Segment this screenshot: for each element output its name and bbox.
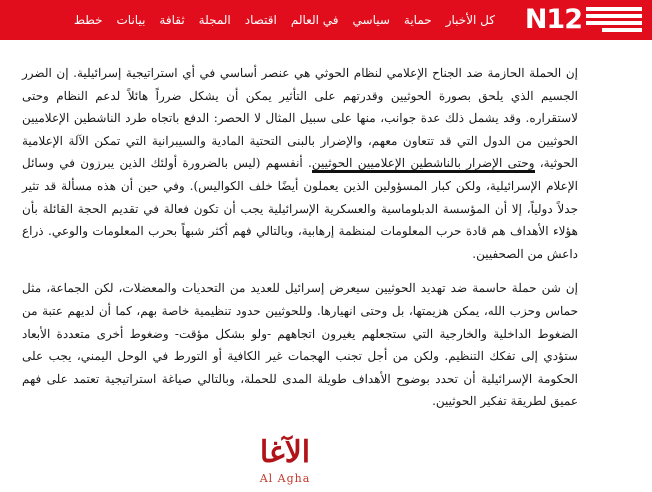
main-nav [0, 0, 502, 40]
top-navigation-bar [0, 0, 652, 40]
article-paragraph-2: إن شن حملة حاسمة ضد تهديد الحوثيين سيعرض إسرائيل للعديد من التحديات والمعضلات، لكن الجماعة، مثل حماس وحزب الله، يمكن هزيمتها، بل وحتى انهيارها. وللحوثيين حدود تنظيمية خاصة بهم، كما أن لديهم عتبة من الضغوط الداخلية والخارجية التي ستجعلهم يغيرون اتجاههم -ولو بشكل مؤقت- وضغوط أخرى متعددة الأبعاد ستؤدي إلى تفكك التنظيم. ولكن من أجل تجنب الهجمات غير الكافية أو التورط في الوحل اليمني، يجب على الحكومة الإسرائيلية أن تحدد بوضوح الأهداف طويلة المدى للحملة، وبالتالي صياغة استراتيجية تعتمد على فهم عميق لطريقة تفكير الحوثيين. [22, 281, 578, 409]
nav-item-all-news[interactable]: كل الأخبار [445, 13, 495, 27]
nav-item-magazine[interactable]: المجلة [198, 13, 231, 27]
paragraph-1-text-start: إن الحملة الحازمة ضد الجناح الإعلامي لنظام الحوثي هي عنصر أساسي في أي استراتيجية إسرائيلية. إن الضرر الجسيم الذي يلحق بصورة الحوثيين وقدرتهم على التأثير يمكن أن يشكل ضرراً هائلاً لدعم النظام وحتى لاستقراره. وقد يشمل ذلك عدة جوانب، منها على سبيل المثال لا الحصر: الدفع باتجاه طرد الناشطين الإعلاميين الحوثيين من الدول التي قد تتعاون معهم، والإضرار بالبنى التحتية المادية والسيبرانية التي تمكن الآلة الإعلامية الحوثية، [22, 66, 578, 171]
nav-item-culture[interactable]: ثقافة [159, 13, 185, 27]
nav-item-politics[interactable]: سياسي [352, 13, 390, 27]
watermark-arabic: الآغا [259, 435, 311, 470]
watermark-latin: Al Agha [259, 472, 311, 485]
paragraph-1-text-end: . أنفسهم (ليس بالضرورة أولئك الذين يبرزون في وسائل الإعلام الإسرائيلية، ولكن كبار المسؤولين الذين يعملون أيضًا خلف الكواليس). وفي حين أن هذه مسألة قد تثير جدلاً دولياً، إلا أن المؤسسة الدبلوماسية والعسكرية الإسرائيلية يجب أن تكون فعالة في تقديم الحجة القائلة بأن هؤلاء الأهداف هم قادة حرب المعلومات لمنظمة إرهابية، وبالتالي فهم أكثر شبهاً بحرب المعلومات والوعي. ذراع داعش من الصحفيين. [22, 156, 578, 261]
nav-item-data[interactable]: بيانات [116, 13, 146, 27]
logo-text: N12 [524, 4, 582, 35]
nav-item-security[interactable]: حماية [403, 13, 432, 27]
n12-logo[interactable] [508, 4, 642, 36]
al-agha-watermark [220, 436, 350, 492]
nav-item-economy[interactable]: اقتصاد [244, 13, 277, 27]
underlined-phrase: وحتى الإضرار بالناشطين الإعلاميين الحوثيين [312, 156, 535, 173]
article-body [22, 62, 578, 425]
nav-item-plans[interactable]: خطط [73, 13, 103, 27]
logo-stripes-icon [586, 7, 642, 33]
nav-item-world[interactable]: في العالم [290, 13, 339, 27]
article-paragraph-1 [22, 62, 578, 265]
